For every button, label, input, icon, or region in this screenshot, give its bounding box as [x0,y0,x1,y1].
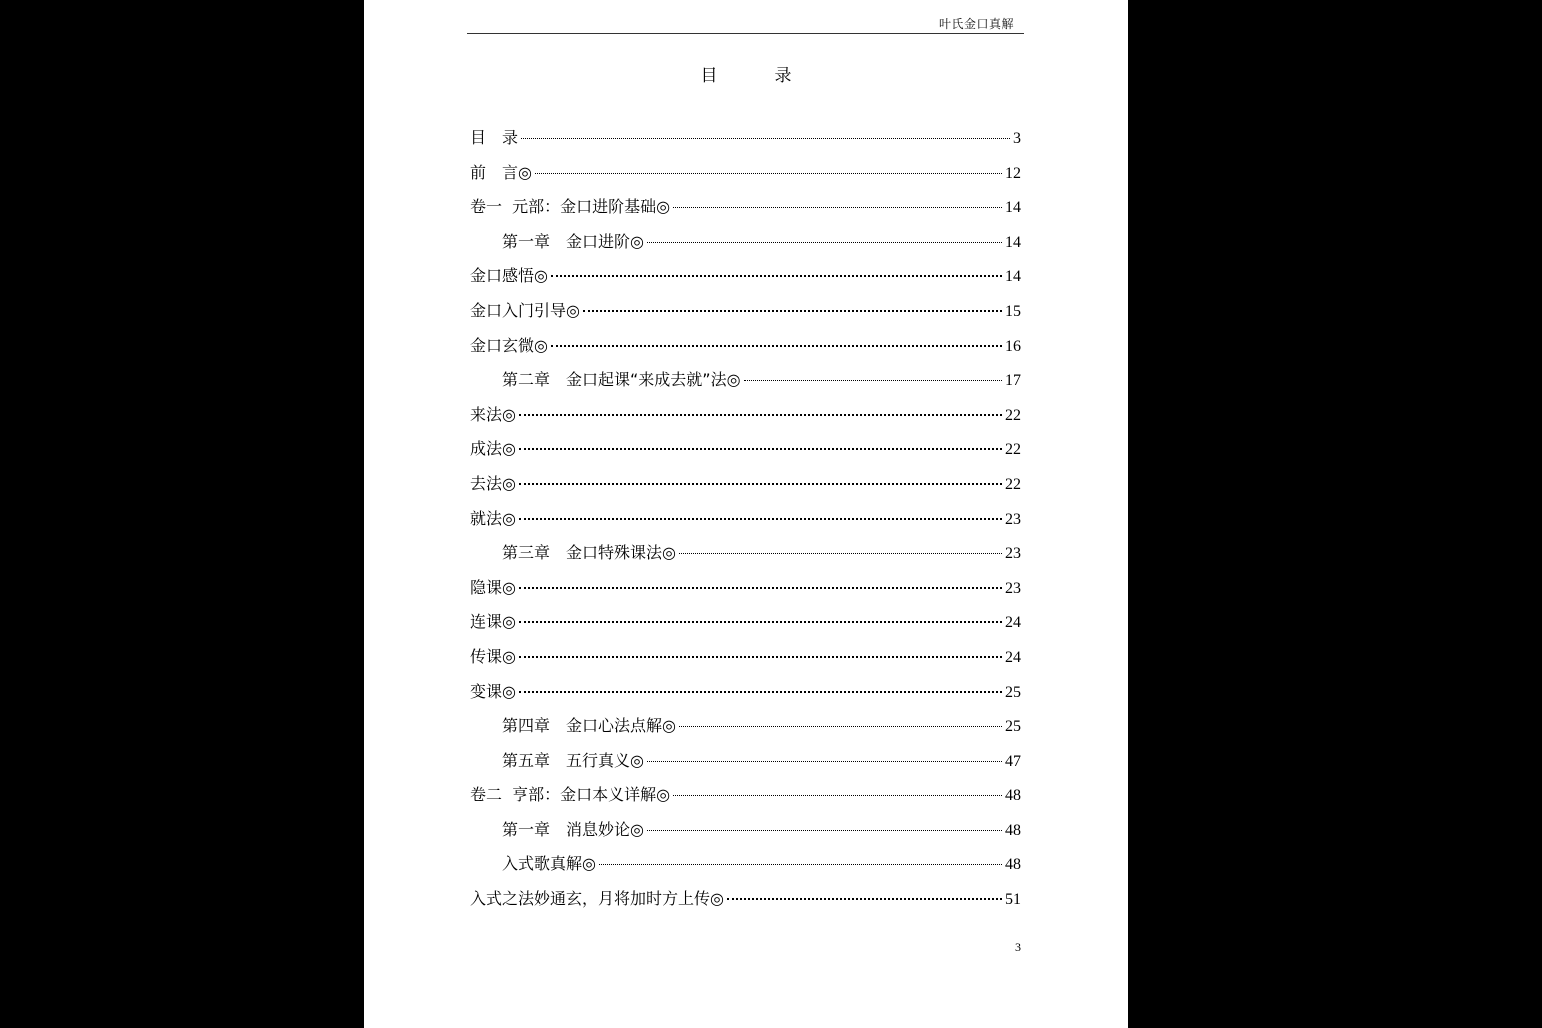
toc-entry[interactable] [470,748,1021,783]
toc-entry-page: 22 [1005,441,1021,459]
toc-entry[interactable] [470,436,1021,471]
toc-entry-page: 22 [1005,475,1021,493]
toc-entry-page: 24 [1005,614,1021,632]
toc-entry-label: 第五章 五行真义◎ [502,750,644,770]
toc-entry-label: 就法◎ [470,508,516,528]
page-number: 3 [1015,940,1021,954]
toc-entry-label: 金口感悟◎ [470,266,548,286]
toc-entry[interactable] [470,575,1021,610]
toc-entry-label: 金口玄微◎ [470,335,548,355]
toc-entry-page: 24 [1005,648,1021,666]
toc-entry-label: 卷二 亨部：金口本义详解◎ [470,785,671,805]
toc-entry-label: 入式歌真解◎ [502,854,596,874]
toc-entry[interactable] [470,817,1021,852]
toc-dot-leader [519,483,1002,485]
toc-entry[interactable] [470,402,1021,437]
toc-dot-leader [647,242,1002,243]
toc-entry-label: 金口入门引导◎ [470,300,580,320]
toc-entry-page: 3 [1013,130,1021,147]
toc-entry-page: 23 [1005,545,1021,563]
toc-dot-leader [521,138,1010,139]
toc-dot-leader [679,553,1002,554]
toc-entry[interactable] [470,194,1021,229]
toc-entry-page: 22 [1005,406,1021,424]
toc-dot-leader [673,207,1002,208]
toc-entry-label: 入式之法妙通玄，月将加时方上传◎ [470,889,724,909]
toc-entry-label: 第二章 金口起课“来成去就”法◎ [502,370,741,390]
toc-dot-leader [679,726,1002,727]
toc-dot-leader [744,380,1002,381]
toc-dot-leader [519,656,1002,658]
toc-dot-leader [647,830,1002,831]
toc-entry-label: 第三章 金口特殊课法◎ [502,543,676,563]
toc-dot-leader [599,864,1002,865]
document-page [364,0,1128,1028]
toc-entry-page: 48 [1005,856,1021,874]
toc-entry[interactable] [470,229,1021,264]
toc-dot-leader [519,448,1002,450]
toc-entry-page: 48 [1005,787,1021,805]
toc-entry[interactable] [470,644,1021,679]
toc-entry-label: 去法◎ [470,473,516,493]
toc-entry-page: 23 [1005,579,1021,597]
toc-dot-leader [519,621,1002,623]
toc-entry-label: 成法◎ [470,439,516,459]
toc-list [470,125,1021,921]
toc-entry-label: 目 录 [470,128,519,147]
toc-entry-page: 25 [1005,683,1021,701]
toc-entry-page: 25 [1005,718,1021,736]
toc-dot-leader [519,587,1002,589]
toc-entry-page: 48 [1005,821,1021,839]
toc-entry[interactable] [470,125,1021,160]
toc-entry[interactable] [470,367,1021,402]
toc-entry[interactable] [470,609,1021,644]
toc-entry[interactable] [470,540,1021,575]
toc-dot-leader [583,310,1002,312]
toc-entry-label: 第一章 金口进阶◎ [502,231,644,251]
toc-entry[interactable] [470,333,1021,368]
toc-dot-leader [673,795,1002,796]
toc-entry-label: 传课◎ [470,646,516,666]
toc-entry[interactable] [470,886,1021,921]
toc-dot-leader [551,345,1002,347]
toc-entry-label: 变课◎ [470,681,516,701]
toc-dot-leader [519,518,1002,520]
toc-entry-page: 47 [1005,752,1021,770]
toc-entry-page: 16 [1005,337,1021,355]
toc-entry-label: 连课◎ [470,612,516,632]
toc-entry[interactable] [470,851,1021,886]
toc-entry-label: 隐课◎ [470,577,516,597]
toc-entry[interactable] [470,782,1021,817]
toc-dot-leader [647,761,1002,762]
toc-dot-leader [519,414,1002,416]
toc-entry[interactable] [470,679,1021,714]
toc-entry-label: 卷一 元部：金口进阶基础◎ [470,197,671,217]
toc-dot-leader [535,173,1002,174]
toc-entry[interactable] [470,506,1021,541]
toc-entry[interactable] [470,298,1021,333]
toc-dot-leader [551,275,1002,277]
toc-heading: 目 录 [700,66,812,86]
toc-entry-label: 来法◎ [470,404,516,424]
toc-entry-page: 23 [1005,510,1021,528]
toc-entry-page: 12 [1005,164,1021,182]
toc-entry[interactable] [470,471,1021,506]
toc-entry-label: 第四章 金口心法点解◎ [502,716,676,736]
toc-entry-label: 前 言◎ [470,162,532,182]
toc-dot-leader [519,691,1002,693]
toc-entry[interactable] [470,160,1021,195]
toc-entry-page: 17 [1005,372,1021,390]
toc-entry[interactable] [470,263,1021,298]
toc-entry-label: 第一章 消息妙论◎ [502,819,644,839]
running-header [467,12,1024,34]
toc-entry-page: 15 [1005,302,1021,320]
running-header-title: 叶氏金口真解 [938,17,1014,31]
toc-entry-page: 14 [1005,268,1021,286]
toc-entry-page: 14 [1005,199,1021,217]
toc-entry-page: 14 [1005,233,1021,251]
toc-entry[interactable] [470,713,1021,748]
toc-entry-page: 51 [1005,891,1021,909]
toc-dot-leader [727,898,1002,900]
